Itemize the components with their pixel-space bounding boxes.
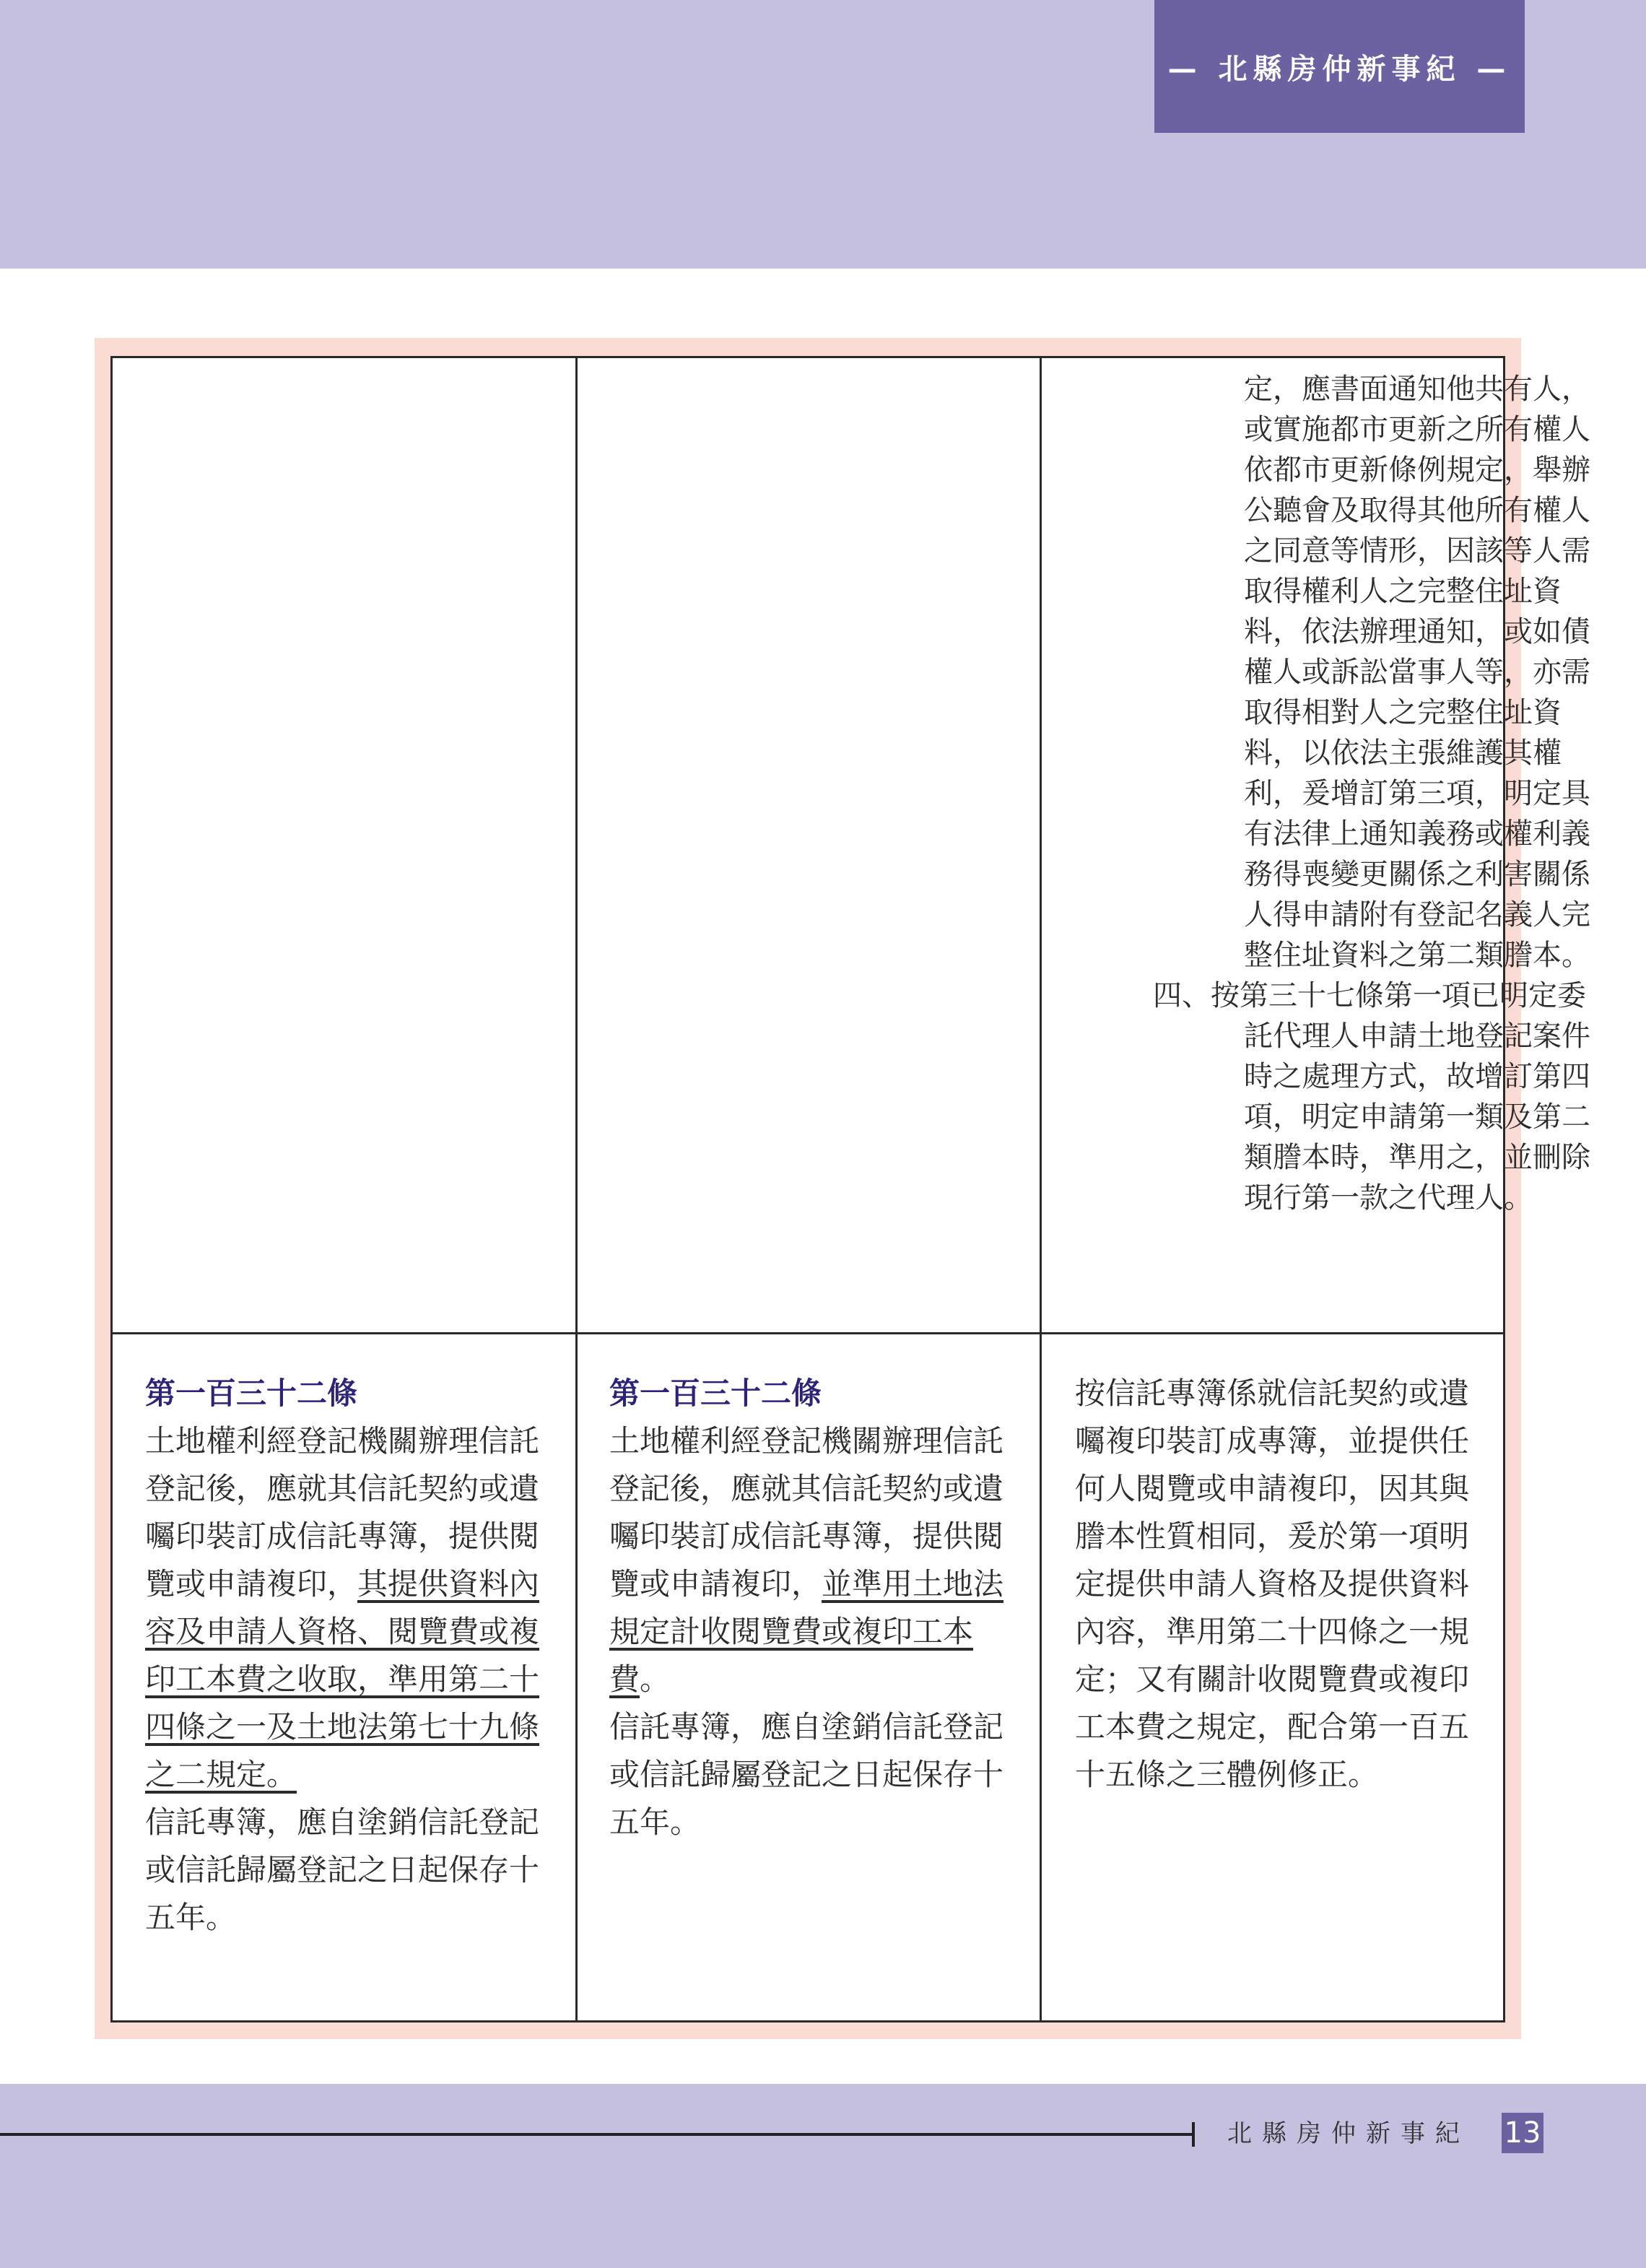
reason-cell-top xyxy=(1153,369,1593,1218)
comparison-table xyxy=(110,356,1590,2022)
footer-band xyxy=(0,2084,1646,2268)
reason-text: 按信託專簿係就信託契約或遺囑複印裝訂成專簿，並提供任何人閱覽或申請複印，因其與謄本性質相同，爰於第一項明定提供申請人資格及提供資料內容，準用第二十四條之一規定；又有關計收閱覽費或複印工本費之規定，配合第一百五十五條之三體例修正。 xyxy=(1075,1376,1470,1792)
current-paragraph-2: 信託專簿，應自塗銷信託登記或信託歸屬登記之日起保存十五年。 xyxy=(609,1709,1004,1840)
current-underlined-text: 並準用土地法規定計收閱覽費或複印工本費 xyxy=(609,1566,1004,1697)
header-title: — 北縣房仲新事紀 — xyxy=(1154,0,1525,133)
page-number: 13 xyxy=(1502,2113,1543,2153)
amended-paragraph-1 xyxy=(145,1417,546,1799)
amended-article-cell xyxy=(145,1345,546,1999)
footer-rule xyxy=(0,2133,1195,2136)
amended-article-title: 第一百三十二條 xyxy=(145,1376,358,1411)
amended-paragraph-2: 信託專簿，應自塗銷信託登記或信託歸屬登記之日起保存十五年。 xyxy=(145,1804,540,1935)
current-paragraph-1-text: 土地權利經登記機關辦理信託登記後，應就其信託契約或遺囑印裝訂成信託專簿，提供閱覽或申請複印， xyxy=(609,1423,1004,1602)
row-divider xyxy=(113,1332,1503,1334)
footer-title: 北縣房仲新事紀 xyxy=(1227,2119,1470,2148)
reason-cell-bottom xyxy=(1075,1345,1476,1999)
current-paragraph-1-end: 。 xyxy=(640,1661,671,1697)
footer-rule-tick xyxy=(1192,2122,1195,2147)
amended-underlined-text: 其提供資料內容及申請人資格、閱覽費或複印工本費之收取，準用第二十四條之一及土地法第七十九條之二規定。 xyxy=(145,1566,540,1792)
column-divider-1 xyxy=(575,358,578,2020)
reason-continuation: 定，應書面通知他共有人，或實施都市更新之所有權人依都市更新條例規定，舉辦公聽會及取得其他所有權人之同意等情形，因該等人需取得權利人之完整住址資料，依法辦理通知，或如債權人或訴訟當事人等，亦需取得相對人之完整住址資料，以依法主張維護其權利，爰增訂第三項，明定具有法律上通知義務或權利義務得喪變更關係之利害關係人得申請附有登記名義人完整住址資料之第二類謄本。 xyxy=(1244,373,1590,972)
current-article-cell xyxy=(609,1345,1010,1999)
current-article-title: 第一百三十二條 xyxy=(609,1376,822,1411)
column-divider-2 xyxy=(1040,358,1042,2020)
amended-paragraph-1-text: 土地權利經登記機關辦理信託登記後，應就其信託契約或遺囑印裝訂成信託專簿，提供閱覽或申請複印， xyxy=(145,1423,540,1602)
reason-item-four: 四、按第三十七條第一項已明定委託代理人申請土地登記案件時之處理方式，故增訂第四項，明定申請第一類及第二類謄本時，準用之，並刪除現行第一款之代理人。 xyxy=(1153,979,1590,1215)
current-paragraph-1 xyxy=(609,1417,1010,1703)
